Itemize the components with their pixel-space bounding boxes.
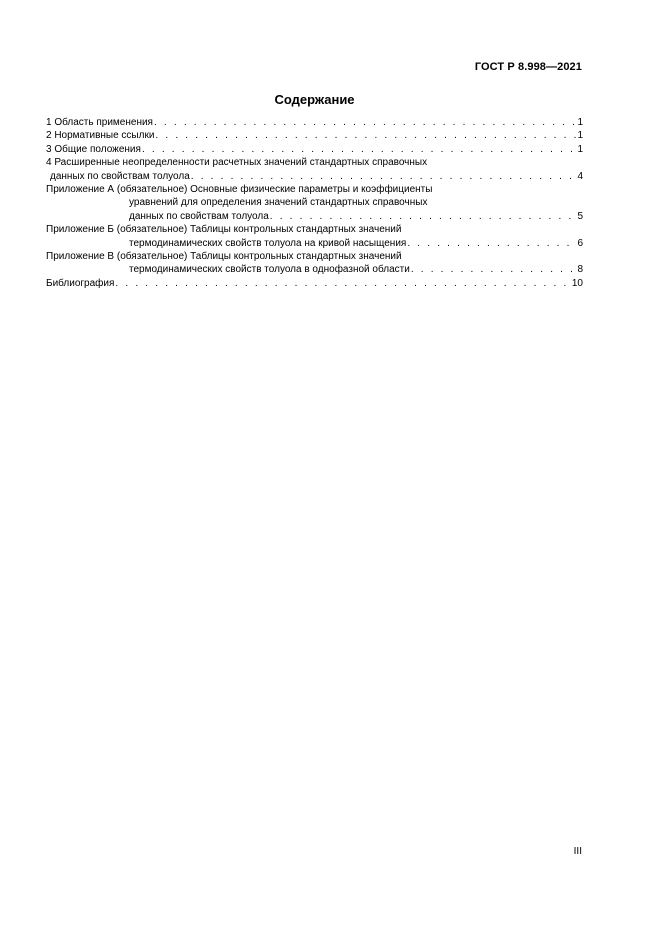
toc-entry-appendix-v[interactable] [46, 250, 583, 277]
toc-entry-text: Приложение А (обязательное) Основные физические параметры и коэффициенты [46, 184, 433, 196]
dot-leader [407, 237, 576, 250]
toc-entry-text: данных по свойствам толуола [50, 170, 190, 182]
toc-entry-text: термодинамических свойств толуола в однофазной области [129, 264, 410, 276]
toc-entry-appendix-b[interactable] [46, 223, 583, 250]
dot-leader [142, 143, 577, 156]
dot-leader [411, 263, 577, 276]
toc-entry-page: 8 [577, 264, 583, 276]
toc-entry-text: уравнений для определения значений стандартных справочных [129, 197, 428, 209]
dot-leader [115, 277, 570, 290]
toc-entry-text: 3 Общие положения [46, 143, 141, 155]
toc-entry-general-provisions[interactable] [46, 143, 583, 156]
toc-entry-page: 5 [577, 210, 583, 222]
toc-entry-text: 4 Расширенные неопределенности расчетных значений стандартных справочных [46, 157, 428, 169]
toc-title: Содержание [274, 92, 355, 107]
toc-entry-text: данных по свойствам толуола [129, 210, 269, 222]
toc-entry-uncertainties[interactable] [46, 156, 583, 183]
toc-entry-text: Приложение Б (обязательное) Таблицы контрольных стандартных значений [46, 224, 402, 236]
toc-entry-appendix-a[interactable] [46, 183, 583, 223]
toc-entry-page: 4 [577, 170, 583, 182]
toc-entry-scope[interactable] [46, 116, 583, 129]
dot-leader [155, 129, 576, 142]
toc-entry-text: Приложение В (обязательное) Таблицы контрольных стандартных значений [46, 251, 402, 263]
toc-entry-page: 1 [577, 117, 583, 128]
toc-entry-text: Библиография [46, 277, 115, 289]
toc-entry-page: 10 [571, 277, 583, 289]
toc-entry-page: 1 [577, 130, 583, 142]
toc-entry-page: 1 [577, 143, 583, 155]
toc-entry-bibliography[interactable] [46, 277, 583, 290]
toc-entry-page: 6 [577, 237, 583, 249]
toc-entry-normative-references[interactable] [46, 129, 583, 142]
toc-entry-text: 1 Область применения [46, 117, 153, 128]
page-number: III [573, 846, 582, 857]
document-code: ГОСТ Р 8.998—2021 [474, 61, 582, 73]
table-of-contents [46, 116, 583, 290]
dot-leader [270, 210, 577, 223]
toc-entry-text: термодинамических свойств толуола на кривой насыщения [129, 237, 407, 249]
toc-entry-text: 2 Нормативные ссылки [46, 130, 155, 142]
dot-leader [154, 116, 576, 129]
dot-leader [191, 170, 577, 183]
